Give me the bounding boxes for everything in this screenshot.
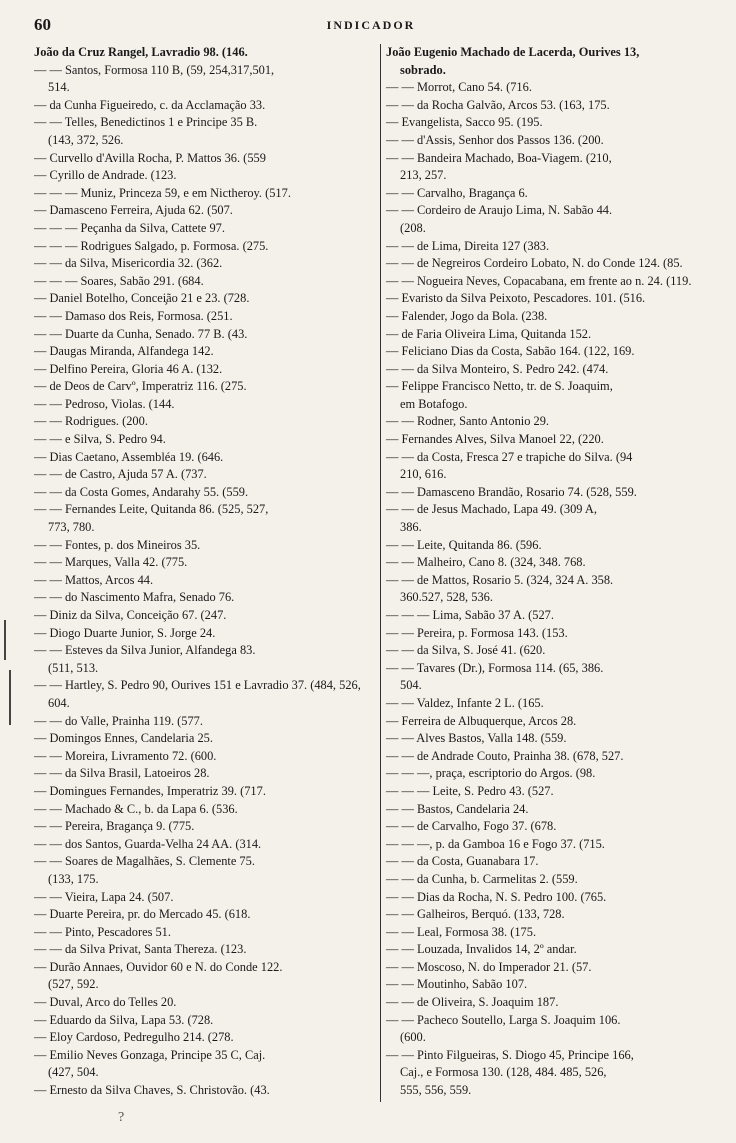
- directory-entry: — — Malheiro, Cano 8. (324, 348. 768.: [386, 555, 586, 570]
- margin-ink-marks: [0, 600, 24, 740]
- directory-entry: — Eloy Cardoso, Pedregulho 214. (278.: [34, 1030, 234, 1045]
- directory-entry: — — Pedroso, Violas. (144.: [34, 396, 175, 411]
- directory-entry: — — da Rocha Galvão, Arcos 53. (163, 175.: [386, 97, 610, 112]
- directory-entry: — — Rodner, Santo Antonio 29.: [386, 414, 549, 429]
- directory-entry: — — Santos, Formosa 110 B, (59, 254,317,501, 514.: [34, 62, 275, 95]
- directory-entry: — — Tavares (Dr.), Formosa 114. (65, 386. 504.: [386, 660, 604, 693]
- directory-entry: — — Leite, Quitanda 86. (596.: [386, 537, 542, 552]
- directory-entry: — de Deos de Carvº, Imperatriz 116. (275.: [34, 379, 247, 394]
- directory-entry: [386, 1100, 728, 1102]
- directory-entry: — — Dias da Rocha, N. S. Pedro 100. (765.: [386, 889, 607, 904]
- directory-entry: — — — Muniz, Princeza 59, e em Nictheroy. (517.: [34, 185, 291, 200]
- directory-entry: — — Mattos, Arcos 44.: [34, 572, 154, 587]
- directory-entry: — — Galheiros, Berquó. (133, 728.: [386, 907, 565, 922]
- directory-entry: — — Pereira, Bragança 9. (775.: [34, 819, 195, 834]
- directory-entry: — — Morrot, Cano 54. (716.: [386, 80, 532, 95]
- directory-entry: — — do Valle, Prainha 119. (577.: [34, 713, 203, 728]
- directory-entry: — Delfino Pereira, Gloria 46 A. (132.: [34, 361, 223, 376]
- directory-entry: — — do Nascimento Mafra, Senado 76.: [34, 590, 235, 605]
- directory-entry: — — Fernandes Leite, Quitanda 86. (525, 527, 773, 780.: [34, 502, 269, 535]
- directory-entry: — — Moutinho, Sabão 107.: [386, 977, 528, 992]
- directory-entry: — Durão Annaes, Ouvidor 60 e N. do Conde 122. (527, 592.: [34, 959, 283, 992]
- directory-entry: — da Cunha Figueiredo, c. da Acclamação 33.: [34, 97, 266, 112]
- directory-entry: — — Cordeiro de Araujo Lima, N. Sabão 44. (208.: [386, 203, 613, 235]
- directory-entry: — — Pinto Filgueiras, S. Diogo 45, Principe 166, Caj., e Formosa 130. (128, 484. 485, 526, 555, 556, 559.: [386, 1047, 634, 1098]
- directory-entry: — Dias Caetano, Assembléa 19. (646.: [34, 449, 224, 464]
- directory-entry: — — da Costa Gomes, Andarahy 55. (559.: [34, 484, 249, 499]
- directory-columns: [34, 44, 728, 1102]
- directory-entry: — — de Lima, Direita 127 (383.: [386, 238, 550, 253]
- directory-entry: — Evangelista, Sacco 95. (195.: [386, 115, 543, 130]
- directory-entry: — — Moreira, Livramento 72. (600.: [34, 748, 217, 763]
- directory-entry: — Felippe Francisco Netto, tr. de S. Joaquim, em Botafogo.: [386, 379, 613, 411]
- directory-entry: — Domingues Fernandes, Imperatriz 39. (717.: [34, 783, 266, 798]
- directory-entry: — Diniz da Silva, Conceição 67. (247.: [34, 608, 227, 622]
- directory-entry: — — de Andrade Couto, Prainha 38. (678, 527.: [386, 748, 624, 763]
- directory-entry: — — e Silva, S. Pedro 94.: [34, 432, 166, 447]
- directory-entry: — — Bandeira Machado, Boa-Viagem. (210, 213, 257.: [386, 150, 612, 183]
- directory-entry: — — da Silva Monteiro, S. Pedro 242. (474.: [386, 361, 609, 376]
- directory-entry: — — dos Santos, Guarda-Velha 24 AA. (314.: [34, 836, 262, 851]
- directory-entry: — — Rodrigues. (200.: [34, 414, 148, 429]
- directory-entry: — — de Castro, Ajuda 57 A. (737.: [34, 467, 207, 482]
- directory-entry: — Emilio Neves Gonzaga, Principe 35 C, Caj. (427, 504.: [34, 1047, 266, 1080]
- running-title: INDICADOR: [326, 17, 416, 32]
- directory-entry: — Ferreira de Albuquerque, Arcos 28.: [386, 713, 577, 728]
- directory-entry: — — Moscoso, N. do Imperador 21. (57.: [386, 959, 592, 974]
- directory-entry: — — Damaso dos Reis, Formosa. (251.: [34, 308, 233, 323]
- directory-entry: — — — Lima, Sabão 37 A. (527.: [386, 608, 554, 622]
- directory-entry: — Fernandes Alves, Silva Manoel 22, (220.: [386, 432, 604, 447]
- directory-entry: — — Bastos, Candelaria 24.: [386, 801, 529, 816]
- directory-entry: — — — Soares, Sabão 291. (684.: [34, 273, 204, 288]
- directory-entry: João da Cruz Rangel, Lavradio 98. (146.: [34, 45, 248, 59]
- directory-entry: — — — Leite, S. Pedro 43. (527.: [386, 783, 554, 798]
- directory-entry: — — da Silva, Misericordia 32. (362.: [34, 256, 223, 271]
- directory-entry: — — da Costa, Guanabara 17.: [386, 854, 539, 869]
- directory-entry: — Duarte Pereira, pr. do Mercado 45. (618.: [34, 907, 251, 922]
- left-column: [34, 44, 380, 1102]
- directory-entry: — — da Silva Privat, Santa Thereza. (123.: [34, 942, 247, 957]
- directory-entry: — Daugas Miranda, Alfandega 142.: [34, 344, 214, 359]
- directory-entry: — — Machado & C., b. da Lapa 6. (536.: [34, 801, 238, 816]
- directory-entry: — Curvello d'Avilla Rocha, P. Mattos 36. (559: [34, 150, 266, 165]
- directory-entry: — — de Negreiros Cordeiro Lobato, N. do Conde 124. (85.: [386, 256, 683, 271]
- directory-entry: — Feliciano Dias da Costa, Sabão 164. (122, 169.: [386, 344, 635, 359]
- footer-mark: ?: [118, 1110, 125, 1125]
- directory-entry: — Falender, Jogo da Bola. (238.: [386, 308, 548, 323]
- directory-entry: — — Carvalho, Bragança 6.: [386, 185, 528, 200]
- directory-entry: — — —, praça, escriptorio do Argos. (98.: [386, 766, 596, 781]
- directory-entry: — — Soares de Magalhães, S. Clemente 75. (133, 175.: [34, 854, 255, 886]
- directory-entry: — Ernesto da Silva Chaves, S. Christovão. (43.: [34, 1083, 270, 1098]
- directory-entry: — — Damasceno Brandão, Rosario 74. (528, 559.: [386, 484, 637, 499]
- directory-entry: — — —, p. da Gamboa 16 e Fogo 37. (715.: [386, 836, 605, 851]
- directory-entry: — Domingos Ennes, Candelaria 25.: [34, 731, 213, 746]
- directory-entry: — — Pacheco Soutello, Larga S. Joaquim 106. (600.: [386, 1012, 621, 1045]
- directory-entry: — — da Costa, Fresca 27 e trapiche do Silva. (94 210, 616.: [386, 449, 633, 482]
- directory-entry: — — Marques, Valla 42. (775.: [34, 555, 188, 570]
- directory-entry: — — de Jesus Machado, Lapa 49. (309 A, 386.: [386, 502, 597, 535]
- directory-entry: — — de Carvalho, Fogo 37. (678.: [386, 819, 557, 834]
- directory-entry: — — Duarte da Cunha, Senado. 77 B. (43.: [34, 326, 248, 341]
- directory-entry: — — Louzada, Invalidos 14, 2º andar.: [386, 942, 577, 957]
- directory-entry: — — — Peçanha da Silva, Cattete 97.: [34, 220, 225, 235]
- page-header: [34, 14, 708, 36]
- directory-entry: — — da Silva, S. José 41. (620.: [386, 643, 546, 658]
- directory-entry: — — Nogueira Neves, Copacabana, em frente ao n. 24. (119.: [386, 273, 692, 288]
- directory-entry: — — Fontes, p. dos Mineiros 35.: [34, 537, 201, 552]
- directory-entry: — — Pereira, p. Formosa 143. (153.: [386, 625, 568, 640]
- directory-entry: — — — Rodrigues Salgado, p. Formosa. (275.: [34, 238, 269, 253]
- directory-entry: — Cyrillo de Andrade. (123.: [34, 168, 177, 183]
- directory-entry: — de Faria Oliveira Lima, Quitanda 152.: [386, 326, 592, 341]
- directory-entry: — — da Silva Brasil, Latoeiros 28.: [34, 766, 210, 781]
- directory-entry: — Diogo Duarte Junior, S. Jorge 24.: [34, 625, 216, 640]
- directory-entry: — — Pinto, Pescadores 51.: [34, 924, 171, 939]
- directory-entry: — Evaristo da Silva Peixoto, Pescadores. 101. (516.: [386, 291, 646, 306]
- directory-entry: — — Vieira, Lapa 24. (507.: [34, 889, 174, 904]
- directory-entry: — — Telles, Benedictinos 1 e Principe 35 B. (143, 372, 526.: [34, 115, 258, 147]
- directory-entry: — — Valdez, Infante 2 L. (165.: [386, 695, 544, 710]
- directory-entry: — Duval, Arco do Telles 20.: [34, 995, 177, 1010]
- directory-entry: — Daniel Botelho, Concei̧ão 21 e 23. (728.: [34, 291, 250, 306]
- right-column: [380, 44, 728, 1102]
- directory-entry: — — Esteves da Silva Junior, Alfandega 83. (511, 513.: [34, 643, 256, 675]
- directory-entry: — Eduardo da Silva, Lapa 53. (728.: [34, 1012, 214, 1027]
- page-number: 60: [34, 15, 51, 34]
- directory-entry: — — de Mattos, Rosario 5. (324, 324 A. 358. 360.527, 528, 536.: [386, 572, 614, 605]
- directory-entry: — — Hartley, S. Pedro 90, Ourives 151 e Lavradio 37. (484, 526, 604.: [34, 678, 361, 710]
- directory-entry: — — da Cunha, b. Carmelitas 2. (559.: [386, 871, 578, 886]
- directory-entry: [34, 1100, 376, 1102]
- directory-entry: — — d'Assis, Senhor dos Passos 136. (200.: [386, 132, 604, 147]
- directory-entry: — — de Oliveira, S. Joaquim 187.: [386, 995, 559, 1010]
- directory-entry: João Eugenio Machado de Lacerda, Ourives 13, sobrado.: [386, 45, 640, 77]
- directory-entry: — — Leal, Formosa 38. (175.: [386, 924, 537, 939]
- directory-entry: — — Alves Bastos, Valla 148. (559.: [386, 731, 567, 746]
- directory-entry: — Damasceno Ferreira, Ajuda 62. (507.: [34, 203, 233, 218]
